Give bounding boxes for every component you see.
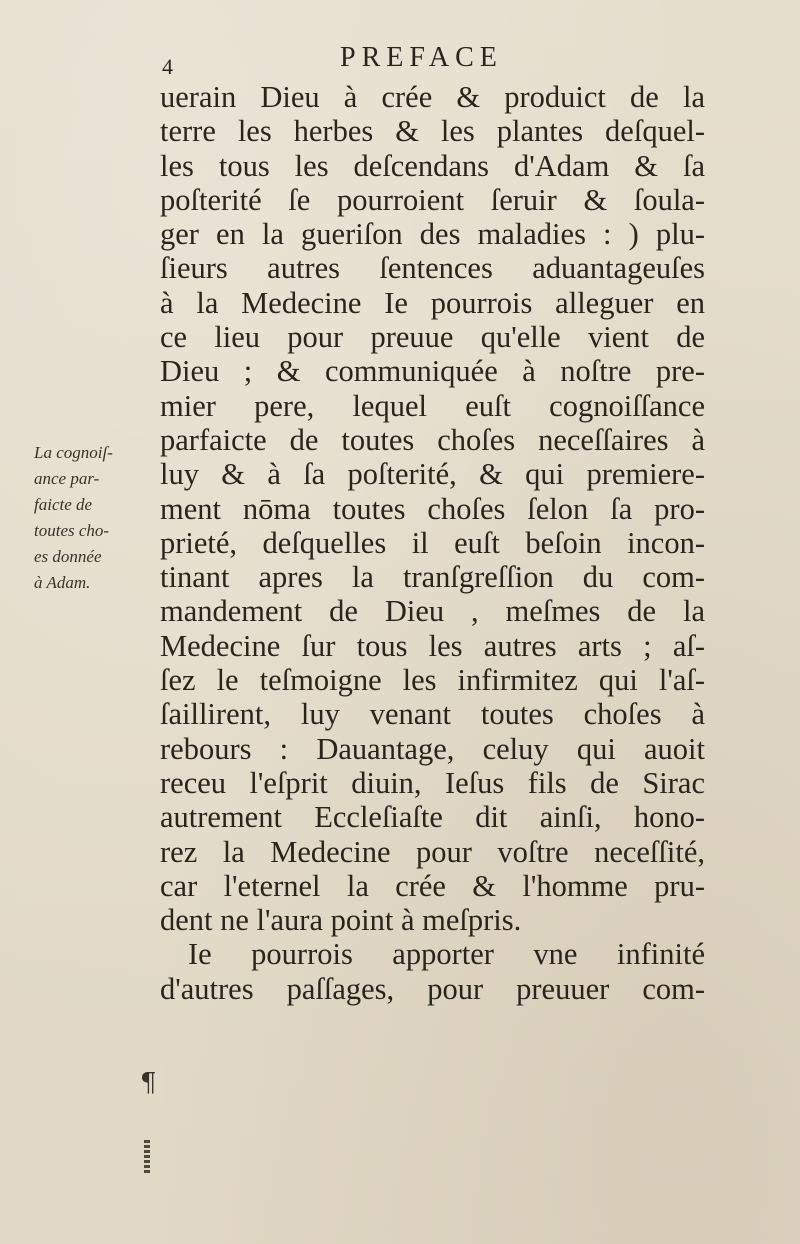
text-line: ſaillirent, luy venant toutes choſes à: [160, 697, 705, 732]
text-line: poſterité ſe pourroient ſeruir & ſoula-: [160, 182, 705, 217]
text-line: terre les herbes & les plantes deſquel-: [160, 114, 705, 149]
pilcrow-mark: ¶: [140, 1068, 157, 1098]
text-line: receu l'eſprit diuin, Ieſus fils de Sirac: [160, 765, 705, 800]
text-line: parfaicte de toutes choſes neceſſaires à: [160, 422, 705, 457]
text-line: ſieurs autres ſentences aduantageuſes: [160, 251, 705, 286]
margin-note-line: à Adam.: [34, 573, 91, 592]
text-line: autrement Eccleſiaſte dit ainſi, hono-: [160, 800, 705, 835]
text-line: ger en la gueriſon des maladies : ) plu-: [160, 217, 705, 252]
text-line: Dieu ; & communiquée à noſtre pre-: [160, 354, 705, 389]
margin-note-line: faicte de: [34, 495, 93, 514]
text-line: Ie pourrois apporter vne infinité: [188, 937, 705, 972]
margin-note-line: La cognoiſ-: [34, 443, 113, 462]
printer-mark: [144, 1140, 150, 1174]
text-line: ment nōma toutes choſes ſelon ſa pro-: [160, 491, 705, 526]
text-line: uerain Dieu à crée & produict de la: [160, 80, 705, 114]
text-line: d'autres paſſages, pour preuuer com-: [160, 971, 705, 1006]
text-line: rez la Medecine pour voſtre neceſſité,: [160, 834, 705, 869]
margin-note-line: ance par-: [34, 469, 100, 488]
text-line: luy & à ſa poſterité, & qui premiere-: [160, 457, 705, 492]
text-line: prieté, deſquelles il euſt beſoin incon-: [160, 525, 705, 560]
margin-note-line: toutes cho-: [34, 521, 110, 540]
text-line: les tous les deſcendans d'Adam & ſa: [160, 148, 705, 183]
body-text: [160, 80, 705, 1006]
text-line: rebours : Dauantage, celuy qui auoit: [160, 731, 705, 766]
margin-note-line: es donnée: [34, 547, 102, 566]
text-line: mandement de Dieu , meſmes de la: [160, 594, 705, 629]
text-line: Medecine ſur tous les autres arts ; aſ-: [160, 628, 705, 663]
text-line: dent ne l'aura point à meſpris.: [160, 903, 522, 938]
text-line: mier pere, lequel euſt cognoiſſance: [160, 388, 705, 423]
text-line: à la Medecine Ie pourrois alleguer en: [160, 285, 705, 320]
text-line: ce lieu pour preuue qu'elle vient de: [160, 320, 705, 355]
page-number: 4: [162, 54, 173, 79]
text-line: tinant apres la tranſgreſſion du com-: [160, 560, 705, 595]
text-line: ſez le teſmoigne les infirmitez qui l'aſ-: [160, 663, 705, 698]
running-head: PREFACE: [340, 42, 503, 73]
text-line: car l'eternel la crée & l'homme pru-: [160, 868, 705, 903]
margin-note: [34, 440, 159, 596]
